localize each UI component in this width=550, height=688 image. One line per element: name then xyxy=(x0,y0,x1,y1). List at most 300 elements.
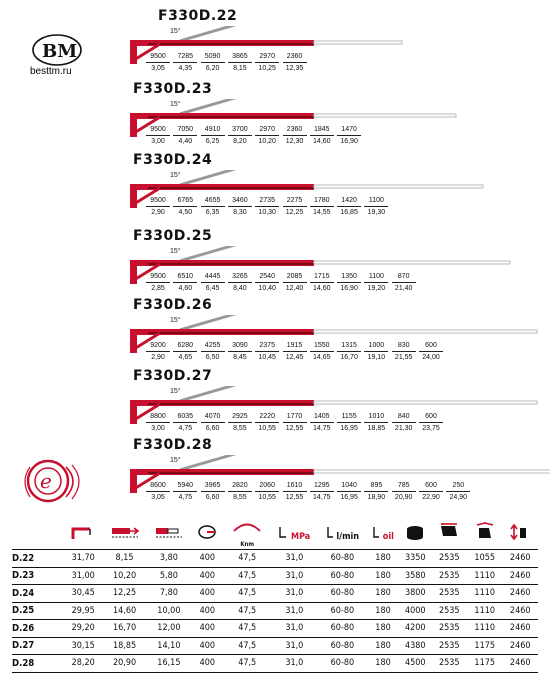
spec-cell: 1175 xyxy=(467,637,502,655)
spec-cell: 31,0 xyxy=(271,620,318,638)
outreach-m: 19,30 xyxy=(367,209,386,216)
capacity-kg: 6510 xyxy=(173,272,197,283)
capacity-kg: 5090 xyxy=(201,52,225,63)
capacity-label xyxy=(310,125,334,146)
capacity-kg: 1100 xyxy=(364,196,388,207)
spec-cell: 400 xyxy=(191,585,224,603)
capacity-kg: 1010 xyxy=(364,412,388,423)
outreach-m: 22,90 xyxy=(422,494,440,501)
spec-cell: 400 xyxy=(191,550,224,568)
outreach-m: 2,85 xyxy=(151,285,165,292)
capacity-kg: 895 xyxy=(364,481,388,492)
capacity-kg: 2970 xyxy=(255,52,279,63)
outreach-m: 16,95 xyxy=(340,425,358,432)
capacity-kg: 1610 xyxy=(283,481,307,492)
capacity-label xyxy=(419,481,443,502)
height-icon xyxy=(502,518,538,550)
capacity-label xyxy=(310,481,334,502)
capacity-label xyxy=(337,481,361,502)
capacity-kg: 3965 xyxy=(201,481,225,492)
spec-cell: 2460 xyxy=(502,637,538,655)
capacity-label xyxy=(201,481,225,502)
capacity-label xyxy=(146,272,170,293)
capacity-label xyxy=(364,196,388,217)
capacity-label xyxy=(337,412,361,433)
spec-cell: 31,0 xyxy=(271,637,318,655)
capacity-kg: 2540 xyxy=(255,272,279,283)
capacity-kg: 9500 xyxy=(146,196,170,207)
hydraulic-outreach-icon xyxy=(102,518,146,550)
spec-cell: 5,80 xyxy=(147,567,191,585)
capacity-label xyxy=(255,52,279,73)
spec-row xyxy=(12,602,538,620)
capacity-label xyxy=(146,125,170,146)
spec-cell: 2460 xyxy=(502,655,538,673)
spec-row xyxy=(12,550,538,568)
spec-cell: 180 xyxy=(367,585,399,603)
spec-row xyxy=(12,567,538,585)
spec-cell: 1055 xyxy=(467,550,502,568)
capacity-kg: 1470 xyxy=(337,125,361,136)
capacity-kg: 6280 xyxy=(173,341,197,352)
angle-label: 15° xyxy=(170,248,181,255)
capacity-label xyxy=(310,196,334,217)
model-title: F330D.22 xyxy=(158,8,238,24)
pressure-icon xyxy=(271,518,318,550)
capacity-label xyxy=(283,272,307,293)
model-title: F330D.25 xyxy=(133,228,213,244)
outreach-m: 4,35 xyxy=(178,65,193,72)
spec-cell: 400 xyxy=(191,602,224,620)
header-oil-label: oil xyxy=(382,532,394,542)
capacity-kg: 600 xyxy=(419,481,443,492)
capacity-kg: 2925 xyxy=(228,412,252,423)
capacity-label xyxy=(337,196,361,217)
capacity-kg: 1040 xyxy=(337,481,361,492)
outreach-m: 10,20 xyxy=(258,138,276,145)
spec-cell: 2535 xyxy=(432,567,467,585)
outreach-m: 21,30 xyxy=(394,425,413,432)
svg-text:e: e xyxy=(40,469,52,493)
spec-cell: 29,20 xyxy=(64,620,102,638)
outreach-m: 3,05 xyxy=(151,494,165,501)
capacity-label xyxy=(173,272,197,293)
capacity-label xyxy=(392,412,416,433)
capacity-label xyxy=(173,412,197,433)
outreach-m: 6,60 xyxy=(205,425,220,432)
spec-cell: 10,20 xyxy=(102,567,146,585)
spec-row xyxy=(12,655,538,673)
spec-cell: 400 xyxy=(191,620,224,638)
spec-cell: 3350 xyxy=(399,550,432,568)
capacity-kg: 2375 xyxy=(255,341,279,352)
outreach-m: 8,15 xyxy=(233,65,247,72)
outreach-m: 12,30 xyxy=(285,138,304,145)
spec-cell: 1110 xyxy=(467,620,502,638)
capacity-kg: 870 xyxy=(392,272,416,283)
outreach-m: 19,20 xyxy=(367,285,386,292)
outreach-m: 4,50 xyxy=(178,209,193,216)
spec-cell: 47,5 xyxy=(224,637,271,655)
angle-label: 15° xyxy=(170,317,181,324)
capacity-label xyxy=(283,125,307,146)
capacity-kg: 9500 xyxy=(146,272,170,283)
capacity-label xyxy=(228,481,252,502)
outreach-m: 4,75 xyxy=(178,494,193,501)
capacity-kg: 3700 xyxy=(228,125,252,136)
capacity-kg: 2085 xyxy=(283,272,307,283)
outreach-m: 12,35 xyxy=(285,65,304,72)
outreach-m: 8,20 xyxy=(233,138,247,145)
capacity-label xyxy=(146,196,170,217)
outreach-m: 23,75 xyxy=(422,425,440,432)
angle-label: 15° xyxy=(170,172,181,179)
capacity-kg: 1405 xyxy=(310,412,334,423)
outreach-m: 19,10 xyxy=(367,354,386,361)
spec-cell: 2535 xyxy=(432,655,467,673)
outreach-m: 10,45 xyxy=(258,354,276,361)
slewing-torque-icon xyxy=(224,518,271,550)
outreach-m: 8,30 xyxy=(233,209,247,216)
spec-cell: 1110 xyxy=(467,602,502,620)
spec-cell: 18,85 xyxy=(102,637,146,655)
spec-cell: 60-80 xyxy=(318,620,367,638)
spec-model-label: D.25 xyxy=(12,602,64,620)
capacity-kg: 1350 xyxy=(337,272,361,283)
capacity-label xyxy=(364,341,388,362)
capacity-kg: 2060 xyxy=(255,481,279,492)
outreach-m: 21,40 xyxy=(394,285,413,292)
capacity-kg: 4255 xyxy=(201,341,225,352)
capacity-kg: 2275 xyxy=(283,196,307,207)
spec-cell: 14,10 xyxy=(147,637,191,655)
spec-cell: 180 xyxy=(367,637,399,655)
spec-cell: 180 xyxy=(367,550,399,568)
spec-model-label: D.28 xyxy=(12,655,64,673)
spec-cell: 4200 xyxy=(399,620,432,638)
capacity-label xyxy=(283,196,307,217)
spec-model-label: D.22 xyxy=(12,550,64,568)
capacity-kg: 1770 xyxy=(283,412,307,423)
spec-cell: 2460 xyxy=(502,602,538,620)
base-width-icon xyxy=(432,518,467,550)
capacity-label xyxy=(283,412,307,433)
spec-cell: 2535 xyxy=(432,550,467,568)
spec-cell: 28,20 xyxy=(64,655,102,673)
outreach-m: 16,95 xyxy=(340,494,358,501)
capacity-label xyxy=(283,481,307,502)
capacity-label xyxy=(392,272,416,293)
spec-cell: 60-80 xyxy=(318,637,367,655)
outreach-m: 18,90 xyxy=(367,494,386,501)
header-lmin-label: l/min xyxy=(336,532,360,542)
capacity-label xyxy=(146,52,170,73)
capacity-kg: 1100 xyxy=(364,272,388,283)
outreach-m: 21,55 xyxy=(394,354,413,361)
capacity-label xyxy=(392,341,416,362)
angle-label: 15° xyxy=(170,101,181,108)
spec-cell: 1110 xyxy=(467,585,502,603)
capacity-label xyxy=(173,52,197,73)
outreach-m: 2,90 xyxy=(151,209,165,216)
spec-cell: 180 xyxy=(367,602,399,620)
outreach-m: 10,30 xyxy=(258,209,276,216)
capacity-label xyxy=(228,125,252,146)
spec-cell: 2460 xyxy=(502,550,538,568)
spec-cell: 400 xyxy=(191,655,224,673)
capacity-kg: 1315 xyxy=(337,341,361,352)
outreach-m: 8,40 xyxy=(233,285,247,292)
outreach-m: 10,55 xyxy=(258,425,276,432)
capacity-label xyxy=(283,341,307,362)
outreach-m: 18,85 xyxy=(367,425,386,432)
capacity-label xyxy=(364,481,388,502)
spec-cell: 30,45 xyxy=(64,585,102,603)
spec-cell: 29,95 xyxy=(64,602,102,620)
capacity-label xyxy=(228,196,252,217)
outreach-m: 3,00 xyxy=(151,425,165,432)
outreach-m: 6,50 xyxy=(205,354,220,361)
capacity-label xyxy=(201,412,225,433)
capacity-label xyxy=(173,196,197,217)
spec-cell: 31,70 xyxy=(64,550,102,568)
spec-cell: 2535 xyxy=(432,620,467,638)
capacity-label xyxy=(173,125,197,146)
spec-cell: 31,0 xyxy=(271,567,318,585)
capacity-kg: 1000 xyxy=(364,341,388,352)
lift-moment-icon xyxy=(64,518,102,550)
capacity-kg: 2820 xyxy=(228,481,252,492)
spec-model-label: D.26 xyxy=(12,620,64,638)
outreach-m: 16,70 xyxy=(340,354,358,361)
outreach-m: 24,90 xyxy=(449,494,468,501)
outreach-m: 12,55 xyxy=(285,494,304,501)
capacity-kg: 9500 xyxy=(146,125,170,136)
slewing-angle-icon xyxy=(191,518,224,550)
spec-cell: 8,15 xyxy=(102,550,146,568)
spec-cell: 10,00 xyxy=(147,602,191,620)
capacity-kg: 3265 xyxy=(228,272,252,283)
header-model-cell xyxy=(12,518,64,550)
svg-text:BM: BM xyxy=(42,41,78,62)
spec-row xyxy=(12,620,538,638)
capacity-kg: 8800 xyxy=(146,412,170,423)
capacity-label xyxy=(255,272,279,293)
capacity-label xyxy=(255,196,279,217)
spec-cell: 16,15 xyxy=(147,655,191,673)
spec-cell: 3,80 xyxy=(147,550,191,568)
spec-cell: 47,5 xyxy=(224,550,271,568)
capacity-kg: 4445 xyxy=(201,272,225,283)
capacity-kg: 1550 xyxy=(310,341,334,352)
capacity-kg: 1780 xyxy=(310,196,334,207)
header-knm-label: Knm xyxy=(240,541,255,548)
outreach-m: 16,90 xyxy=(340,138,358,145)
outreach-m: 8,45 xyxy=(233,354,247,361)
spec-model-label: D.23 xyxy=(12,567,64,585)
spec-cell: 47,5 xyxy=(224,585,271,603)
capacity-label xyxy=(364,272,388,293)
spec-cell: 31,0 xyxy=(271,585,318,603)
spec-cell: 3580 xyxy=(399,567,432,585)
capacity-label xyxy=(446,481,470,502)
outreach-m: 6,45 xyxy=(205,285,220,292)
capacity-label xyxy=(173,481,197,502)
capacity-label xyxy=(201,52,225,73)
spec-cell: 180 xyxy=(367,567,399,585)
spec-cell: 4000 xyxy=(399,602,432,620)
spec-cell: 2460 xyxy=(502,567,538,585)
capacity-label xyxy=(283,52,307,73)
spec-cell: 60-80 xyxy=(318,585,367,603)
spec-cell: 31,00 xyxy=(64,567,102,585)
outreach-m: 6,20 xyxy=(205,65,220,72)
capacity-kg: 9500 xyxy=(146,52,170,63)
capacity-label xyxy=(392,481,416,502)
spec-cell: 60-80 xyxy=(318,602,367,620)
capacity-kg: 3865 xyxy=(228,52,252,63)
capacity-label xyxy=(337,272,361,293)
spec-cell: 180 xyxy=(367,620,399,638)
spec-cell: 3800 xyxy=(399,585,432,603)
outreach-m: 12,25 xyxy=(285,209,304,216)
spec-row xyxy=(12,585,538,603)
outreach-m: 10,25 xyxy=(258,65,276,72)
outreach-m: 4,65 xyxy=(178,354,193,361)
capacity-label xyxy=(146,341,170,362)
outreach-m: 14,55 xyxy=(313,209,331,216)
capacity-kg: 6035 xyxy=(173,412,197,423)
capacity-kg: 4070 xyxy=(201,412,225,423)
spec-cell: 31,0 xyxy=(271,550,318,568)
spec-model-label: D.27 xyxy=(12,637,64,655)
capacity-kg: 840 xyxy=(392,412,416,423)
capacity-kg: 1420 xyxy=(337,196,361,207)
spec-cell: 14,60 xyxy=(102,602,146,620)
spec-cell: 20,90 xyxy=(102,655,146,673)
outreach-m: 14,75 xyxy=(313,425,331,432)
spec-table xyxy=(12,518,538,673)
spec-cell: 2535 xyxy=(432,585,467,603)
capacity-label xyxy=(173,341,197,362)
spec-cell: 16,70 xyxy=(102,620,146,638)
outreach-m: 20,90 xyxy=(394,494,413,501)
capacity-label xyxy=(146,481,170,502)
model-title: F330D.23 xyxy=(133,81,213,97)
spec-cell: 2460 xyxy=(502,585,538,603)
spec-cell: 4380 xyxy=(399,637,432,655)
outreach-m: 12,55 xyxy=(285,425,304,432)
manual-extension-icon xyxy=(147,518,191,550)
capacity-kg: 250 xyxy=(446,481,470,492)
spec-cell: 180 xyxy=(367,655,399,673)
outreach-m: 10,40 xyxy=(258,285,276,292)
capacity-kg: 1915 xyxy=(283,341,307,352)
capacity-kg: 830 xyxy=(392,341,416,352)
outreach-m: 8,55 xyxy=(233,494,247,501)
outreach-m: 14,75 xyxy=(313,494,331,501)
capacity-kg: 2220 xyxy=(255,412,279,423)
spec-cell: 2535 xyxy=(432,637,467,655)
spec-cell: 47,5 xyxy=(224,602,271,620)
model-title: F330D.28 xyxy=(133,437,213,453)
outreach-m: 16,90 xyxy=(340,285,358,292)
spec-cell: 31,0 xyxy=(271,602,318,620)
spec-cell: 47,5 xyxy=(224,655,271,673)
spec-cell: 12,25 xyxy=(102,585,146,603)
capacity-kg: 3090 xyxy=(228,341,252,352)
capacity-kg: 2360 xyxy=(283,52,307,63)
capacity-label xyxy=(419,412,443,433)
spec-cell: 31,0 xyxy=(271,655,318,673)
capacity-label xyxy=(310,272,334,293)
e-emblem-icon xyxy=(22,455,88,505)
capacity-label xyxy=(201,125,225,146)
capacity-kg: 1155 xyxy=(337,412,361,423)
spec-cell: 30,15 xyxy=(64,637,102,655)
spec-cell: 1110 xyxy=(467,567,502,585)
outreach-m: 3,05 xyxy=(151,65,165,72)
spec-cell: 60-80 xyxy=(318,550,367,568)
capacity-label xyxy=(146,412,170,433)
outreach-m: 12,40 xyxy=(285,285,304,292)
capacity-label xyxy=(201,341,225,362)
capacity-kg: 9200 xyxy=(146,341,170,352)
outreach-m: 16,85 xyxy=(340,209,358,216)
spec-cell: 400 xyxy=(191,567,224,585)
capacity-kg: 785 xyxy=(392,481,416,492)
spec-cell: 400 xyxy=(191,637,224,655)
outreach-m: 14,65 xyxy=(313,354,331,361)
outreach-m: 14,60 xyxy=(313,285,331,292)
spec-cell: 60-80 xyxy=(318,655,367,673)
capacity-label xyxy=(228,412,252,433)
capacity-label xyxy=(255,125,279,146)
outreach-m: 2,90 xyxy=(151,354,165,361)
capacity-kg: 6765 xyxy=(173,196,197,207)
oil-icon xyxy=(367,518,399,550)
capacity-label xyxy=(255,412,279,433)
capacity-label xyxy=(228,272,252,293)
capacity-label xyxy=(310,341,334,362)
spec-cell: 12,00 xyxy=(147,620,191,638)
folded-width-icon xyxy=(467,518,502,550)
spec-cell: 60-80 xyxy=(318,567,367,585)
header-mpa-label: MPa xyxy=(291,532,311,542)
outreach-m: 6,60 xyxy=(205,494,220,501)
outreach-m: 4,40 xyxy=(178,138,193,145)
capacity-label xyxy=(201,196,225,217)
spec-row xyxy=(12,637,538,655)
spec-cell: 47,5 xyxy=(224,620,271,638)
flow-icon xyxy=(318,518,367,550)
capacity-label xyxy=(228,341,252,362)
spec-cell: 2535 xyxy=(432,602,467,620)
outreach-m: 10,55 xyxy=(258,494,276,501)
capacity-label xyxy=(337,125,361,146)
capacity-kg: 1295 xyxy=(310,481,334,492)
outreach-m: 3,00 xyxy=(151,138,165,145)
spec-cell: 2460 xyxy=(502,620,538,638)
capacity-label xyxy=(364,412,388,433)
capacity-kg: 2360 xyxy=(283,125,307,136)
capacity-kg: 600 xyxy=(419,412,443,423)
spec-cell: 47,5 xyxy=(224,567,271,585)
outreach-m: 12,45 xyxy=(285,354,304,361)
logo-site-text: besttm.ru xyxy=(30,66,72,77)
outreach-m: 6,35 xyxy=(205,209,220,216)
outreach-m: 4,60 xyxy=(178,285,193,292)
